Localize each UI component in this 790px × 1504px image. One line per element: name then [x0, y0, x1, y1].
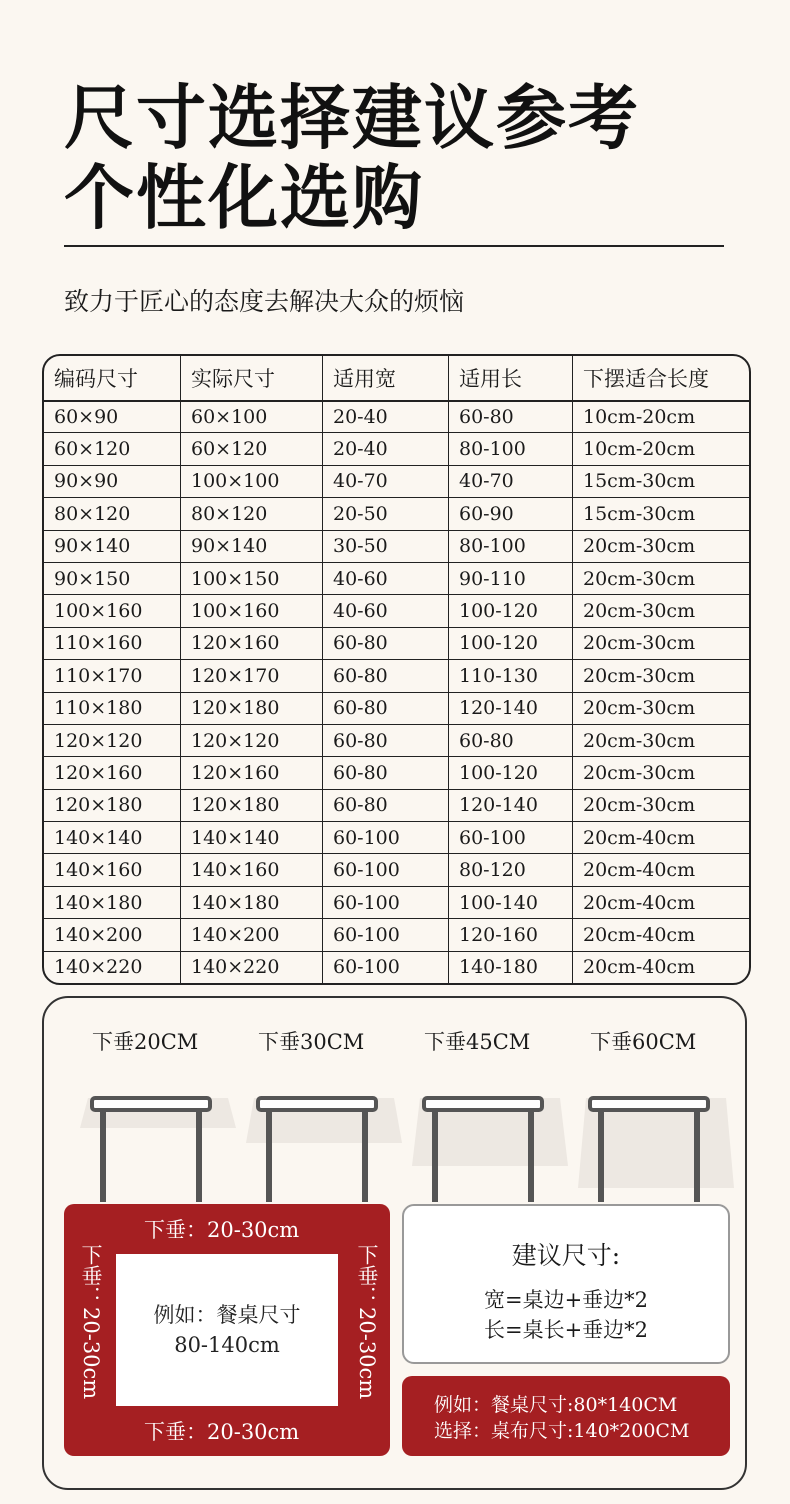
table-cell: 100-120 — [448, 628, 572, 659]
table-cell: 60-100 — [322, 822, 448, 853]
drop-label: 下垂60CM — [590, 1030, 697, 1054]
table-cell: 140×140 — [180, 822, 322, 853]
table-cell: 20cm-30cm — [572, 628, 749, 659]
table-cell: 120×180 — [180, 693, 322, 724]
table-cell: 60-80 — [448, 725, 572, 756]
table-row — [44, 562, 749, 594]
example-box — [402, 1376, 730, 1456]
table-cell: 90×90 — [54, 470, 119, 493]
advice-length-formula: 长=桌长+垂边*2 — [483, 1318, 649, 1342]
table-cell: 20cm-30cm — [572, 563, 749, 594]
table-row — [44, 789, 749, 821]
table-cell: 10cm-20cm — [572, 402, 749, 432]
advice-width-formula: 宽=桌边+垂边*2 — [483, 1288, 649, 1312]
table-cell: 60×90 — [54, 406, 119, 429]
drop-illustration — [88, 1026, 228, 1056]
drop-left-label: 下垂：20-30cm — [79, 1244, 103, 1400]
table-cell: 40-70 — [448, 466, 572, 497]
advice-title: 建议尺寸: — [511, 1241, 621, 1270]
table-cell: 140×220 — [54, 956, 143, 979]
table-header-cell: 下摆适合长度 — [572, 356, 749, 400]
table-cell: 140×160 — [54, 859, 143, 882]
table-leg — [528, 1110, 534, 1202]
table-cell: 20cm-30cm — [572, 725, 749, 756]
table-cell: 20cm-40cm — [572, 854, 749, 885]
tabletop-shape — [258, 1098, 376, 1110]
table-row — [44, 821, 749, 853]
table-cell: 10cm-20cm — [572, 433, 749, 464]
table-cell: 40-70 — [322, 466, 448, 497]
page-title — [64, 78, 640, 238]
table-row — [44, 886, 749, 918]
table-cell: 20cm-40cm — [572, 887, 749, 918]
drop-illustration — [420, 1026, 560, 1056]
table-leg — [432, 1110, 438, 1202]
table-cell: 60-80 — [322, 757, 448, 788]
table-leg — [598, 1110, 604, 1202]
table-row — [44, 530, 749, 562]
table-cell: 60-80 — [322, 693, 448, 724]
example-diagram — [64, 1204, 390, 1456]
table-cell: 60-80 — [322, 725, 448, 756]
table-cell: 140×180 — [180, 887, 322, 918]
table-cell: 110×180 — [54, 697, 143, 720]
size-table — [42, 354, 751, 985]
table-cell: 20-50 — [322, 498, 448, 529]
table-cell: 100-120 — [448, 595, 572, 626]
table-cell: 60-100 — [448, 822, 572, 853]
table-cell: 140×220 — [180, 952, 322, 983]
table-cell: 140×160 — [180, 854, 322, 885]
table-cell: 120-140 — [448, 693, 572, 724]
table-cell: 120×180 — [54, 794, 143, 817]
table-header-row — [44, 356, 749, 400]
table-row — [44, 692, 749, 724]
table-cell: 40-60 — [322, 563, 448, 594]
table-row — [44, 400, 749, 432]
drop-top-label: 下垂：20-30cm — [144, 1218, 300, 1242]
table-cell: 140×200 — [180, 919, 322, 950]
table-icon — [410, 1064, 570, 1204]
table-cell: 100-120 — [448, 757, 572, 788]
example-box-line1: 例如：餐桌尺寸:80*140CM — [434, 1394, 678, 1416]
table-leg — [266, 1110, 272, 1202]
table-cell: 60-80 — [448, 402, 572, 432]
tabletop-shape — [92, 1098, 210, 1110]
table-cell: 90-110 — [448, 563, 572, 594]
drop-label: 下垂30CM — [258, 1030, 365, 1054]
table-cell: 20cm-40cm — [572, 952, 749, 983]
table-cell: 60×120 — [180, 433, 322, 464]
table-row — [44, 724, 749, 756]
table-cell: 40-60 — [322, 595, 448, 626]
table-cell: 60-100 — [322, 854, 448, 885]
table-cell: 60-80 — [322, 660, 448, 691]
table-header-cell: 适用宽 — [322, 356, 448, 400]
table-icon — [78, 1064, 238, 1204]
title-divider — [64, 245, 724, 247]
page-title-line1: 尺寸选择建议参考 — [64, 76, 640, 159]
table-cell: 20-40 — [322, 402, 448, 432]
table-cell: 100×100 — [180, 466, 322, 497]
tabletop-shape — [424, 1098, 542, 1110]
table-row — [44, 951, 749, 983]
table-cell: 100-140 — [448, 887, 572, 918]
table-cell: 60-80 — [322, 628, 448, 659]
drop-illustration — [254, 1026, 394, 1056]
table-cell: 80-100 — [448, 433, 572, 464]
table-leg — [196, 1110, 202, 1202]
table-row — [44, 465, 749, 497]
table-cell: 20cm-30cm — [572, 790, 749, 821]
table-cell: 20cm-30cm — [572, 693, 749, 724]
table-cell: 110×170 — [54, 664, 143, 687]
table-cell: 100×160 — [54, 600, 143, 623]
table-cell: 20cm-30cm — [572, 757, 749, 788]
table-cell: 80×120 — [180, 498, 322, 529]
table-cell: 120×120 — [54, 729, 143, 752]
tabletop-shape — [590, 1098, 708, 1110]
table-row — [44, 497, 749, 529]
drop-right-label: 下垂：20-30cm — [355, 1244, 379, 1400]
table-leg — [694, 1110, 700, 1202]
table-cell: 120-140 — [448, 790, 572, 821]
table-row — [44, 627, 749, 659]
table-cell: 140×200 — [54, 923, 143, 946]
page-title-line2: 个性化选购 — [64, 156, 424, 239]
example-table-size-value: 80-140cm — [174, 1333, 280, 1357]
table-cell: 120×170 — [180, 660, 322, 691]
table-cell: 15cm-30cm — [572, 498, 749, 529]
table-cell: 60-90 — [448, 498, 572, 529]
table-cell: 80-120 — [448, 854, 572, 885]
table-cell: 100×150 — [180, 563, 322, 594]
table-cell: 60-100 — [322, 952, 448, 983]
table-icon — [244, 1064, 404, 1204]
table-cell: 20cm-40cm — [572, 822, 749, 853]
table-row — [44, 594, 749, 626]
tabletop-area — [116, 1254, 338, 1406]
table-cell: 120×180 — [180, 790, 322, 821]
table-cell: 140×140 — [54, 826, 143, 849]
table-cell: 20cm-30cm — [572, 531, 749, 562]
table-cell: 100×160 — [180, 595, 322, 626]
table-row — [44, 432, 749, 464]
table-icon — [576, 1064, 736, 1204]
table-leg — [100, 1110, 106, 1202]
table-cell: 80-100 — [448, 531, 572, 562]
table-row — [44, 918, 749, 950]
table-cell: 20cm-30cm — [572, 595, 749, 626]
table-cell: 120×160 — [180, 628, 322, 659]
table-cell: 120×160 — [54, 761, 143, 784]
example-box-line2: 选择：桌布尺寸:140*200CM — [434, 1420, 690, 1442]
table-cell: 60×100 — [180, 402, 322, 432]
table-cell: 20cm-40cm — [572, 919, 749, 950]
table-cell: 90×140 — [54, 535, 131, 558]
table-header-cell: 适用长 — [448, 356, 572, 400]
table-cell: 110-130 — [448, 660, 572, 691]
table-cell: 30-50 — [322, 531, 448, 562]
table-row — [44, 853, 749, 885]
drop-illustration — [586, 1026, 726, 1056]
table-cell: 120×120 — [180, 725, 322, 756]
table-cell: 20-40 — [322, 433, 448, 464]
table-cell: 60-80 — [322, 790, 448, 821]
table-cell: 120×160 — [180, 757, 322, 788]
drop-guide-panel — [42, 996, 747, 1490]
table-cell: 90×140 — [180, 531, 322, 562]
table-cell: 20cm-30cm — [572, 660, 749, 691]
drop-bottom-label: 下垂：20-30cm — [144, 1420, 300, 1444]
table-cell: 60-100 — [322, 887, 448, 918]
drop-label: 下垂20CM — [92, 1030, 199, 1054]
table-leg — [362, 1110, 368, 1202]
table-cell: 15cm-30cm — [572, 466, 749, 497]
table-header-cell: 实际尺寸 — [180, 356, 322, 400]
table-header-cell: 编码尺寸 — [54, 367, 138, 391]
table-row — [44, 659, 749, 691]
table-cell: 110×160 — [54, 632, 143, 655]
subtitle: 致力于匠心的态度去解决大众的烦恼 — [64, 287, 465, 316]
table-cell: 140×180 — [54, 891, 143, 914]
table-cell: 120-160 — [448, 919, 572, 950]
table-row — [44, 756, 749, 788]
drop-label: 下垂45CM — [424, 1030, 531, 1054]
table-cell: 60×120 — [54, 438, 131, 461]
table-cell: 60-100 — [322, 919, 448, 950]
table-cell: 90×150 — [54, 567, 131, 590]
example-table-size-label: 例如：餐桌尺寸 — [153, 1303, 301, 1327]
table-cell: 140-180 — [448, 952, 572, 983]
table-cell: 80×120 — [54, 502, 131, 525]
advice-card — [402, 1204, 730, 1364]
